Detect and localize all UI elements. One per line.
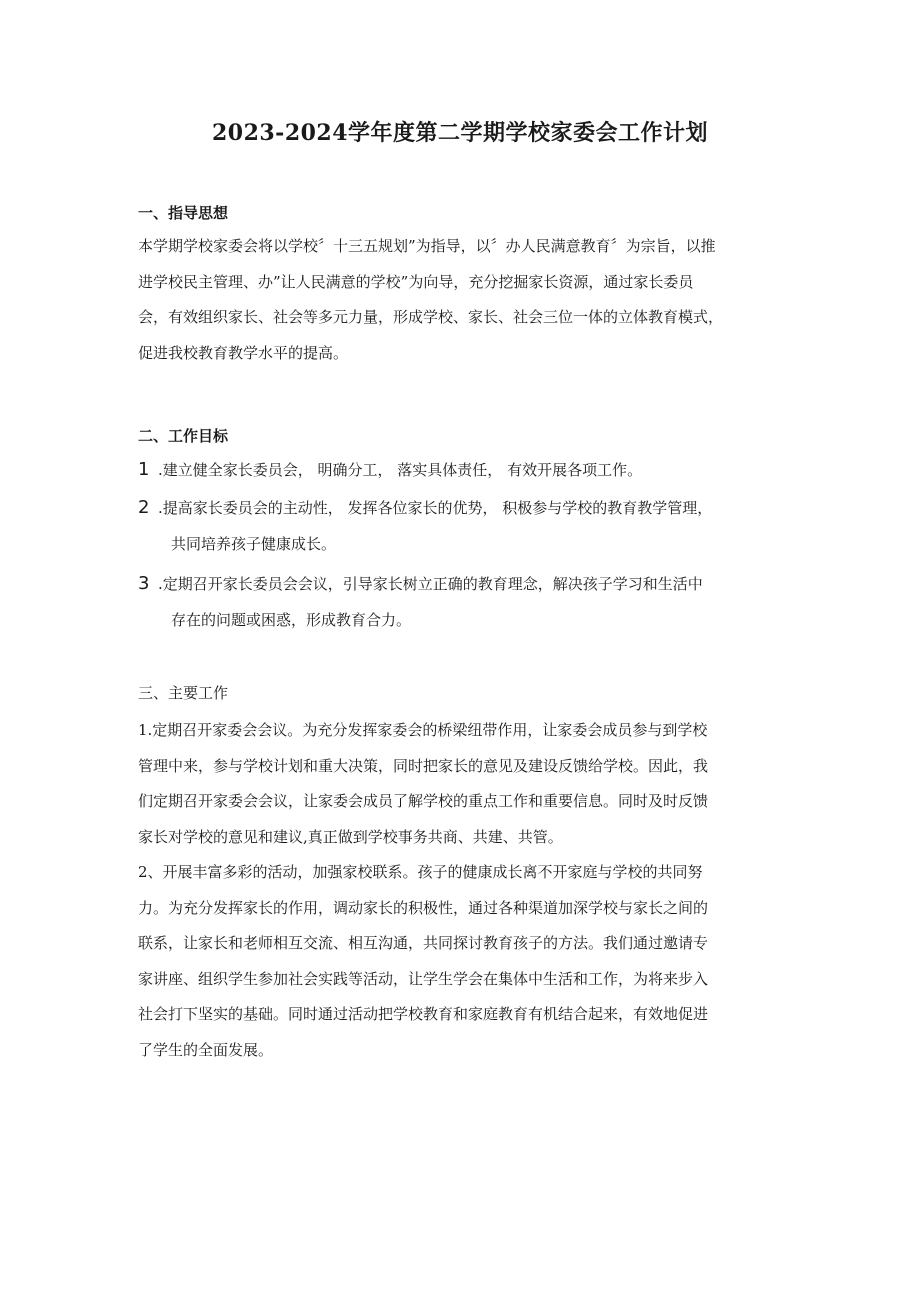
section1-heading: 一、指导思想 — [138, 204, 229, 222]
document-title: 2023-2024学年度第二学期学校家委会工作计划 — [211, 120, 709, 146]
work-item-1-line: 家长对学校的意见和建议,真正做到学校事务共商、共建、共管。 — [138, 827, 563, 846]
goal-item-2 — [138, 490, 793, 562]
section2-heading: 二、工作目标 — [138, 427, 229, 445]
goal-text: .建立健全家长委员会， 明确分工， 落实具体责任， 有效开展各项工作。 — [158, 461, 643, 479]
goal-text: .定期召开家长委员会会议，引导家长树立正确的教育理念，解决孩子学习和生活中 — [158, 575, 703, 593]
goal-text: .提高家长委员会的主动性， 发挥各位家长的优势， 积极参与学校的教育教学管理， — [158, 499, 713, 517]
section1-paragraph — [138, 229, 788, 371]
goal-number: 2 — [138, 497, 150, 518]
work-item-2-line: 力。为充分发挥家长的作用，调动家长的积极性，通过各种渠道加深学校与家长之间的 — [138, 898, 709, 917]
work-item-2 — [138, 855, 788, 1068]
work-item-2-line: 2、开展丰富多彩的活动，加强家校联系。孩子的健康成长离不开家庭与学校的共同努 — [138, 863, 703, 881]
section1-line: 促进我校教育教学水平的提高。 — [138, 343, 349, 362]
work-item-2-line: 联系，让家长和老师相互交流、相互沟通，共同探讨教育孩子的方法。我们通过邀请专 — [138, 934, 709, 952]
work-item-1 — [138, 713, 788, 855]
goal-number: 3 — [138, 573, 150, 594]
work-item-2-line: 了学生的全面发展。 — [138, 1040, 274, 1059]
work-item-1-line: 1.定期召开家委会会议。为充分发挥家委会的桥梁纽带作用，让家委会成员参与到学校 — [138, 721, 708, 739]
section3-heading: 三、主要工作 — [138, 684, 229, 702]
goal-text-continued: 存在的问题或困惑，形成教育合力。 — [171, 610, 412, 629]
goal-text-continued: 共同培养孩子健康成长。 — [171, 534, 337, 553]
section1-line: 会，有效组织家长、社会等多元力量，形成学校、家长、社会三位一体的立体教育模式， — [138, 308, 724, 326]
goal-item-1 — [138, 452, 793, 489]
work-item-1-line: 们定期召开家委会会议，让家委会成员了解学校的重点工作和重要信息。同时及时反馈 — [138, 792, 709, 810]
work-item-1-line: 管理中来，参与学校计划和重大决策，同时把家长的意见及建设反馈给学校。因此，我 — [138, 756, 709, 775]
work-item-2-line: 家讲座、组织学生参加社会实践等活动，让学生学会在集体中生活和工作，为将来步入 — [138, 969, 709, 988]
goal-item-3 — [138, 566, 793, 638]
work-item-2-line: 社会打下坚实的基础。同时通过活动把学校教育和家庭教育有机结合起来，有效地促进 — [138, 1005, 709, 1023]
goal-number: 1 — [138, 459, 150, 480]
section1-line: 进学校民主管理、办”让人民满意的学校”为向导，充分挖掘家长资源，通过家长委员 — [138, 272, 694, 291]
section1-line: 本学期学校家委会将以学校〞十三五规划”为指导，以〞办人民满意教育〞为宗旨，以推 — [138, 237, 716, 255]
